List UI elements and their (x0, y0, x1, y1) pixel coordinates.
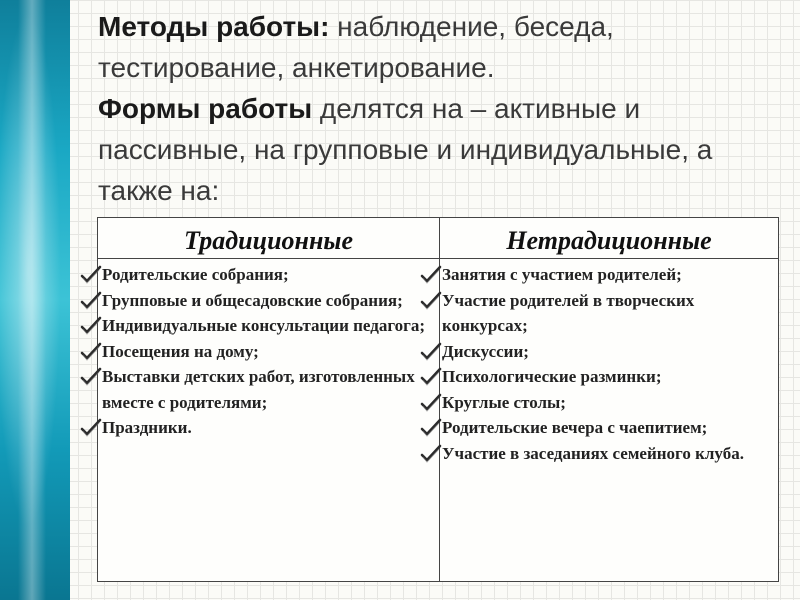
list-item (420, 441, 780, 467)
list-item (80, 339, 430, 365)
traditional-list (80, 262, 430, 441)
list-item-text: Групповые и общесадовские собрания; (102, 290, 403, 310)
checkmark-icon (80, 265, 102, 285)
list-item (80, 364, 430, 415)
list-item-text: Выставки детских работ, изготовленных вместе с родителями; (102, 367, 415, 412)
list-item-text: Посещения на дому; (102, 341, 259, 361)
checkmark-icon (80, 418, 102, 438)
list-item (420, 288, 780, 339)
list-item (420, 364, 780, 390)
list-item-text: Дискуссии; (442, 341, 529, 361)
list-item (80, 313, 430, 339)
list-item-text: Родительские вечера с чаепитием; (442, 418, 708, 437)
header-nontraditional: Нетрадиционные (506, 226, 712, 255)
checkmark-icon (80, 342, 102, 362)
checkmark-icon (80, 367, 102, 387)
list-item (420, 390, 780, 416)
list-item (420, 262, 780, 288)
decorative-side-band (0, 0, 70, 600)
checkmark-icon (420, 342, 442, 362)
list-item (420, 339, 780, 365)
list-item (80, 288, 430, 314)
checkmark-icon (80, 316, 102, 336)
list-item-text: Психологические разминки; (442, 367, 662, 386)
list-item-text: Участие родителей в творческих конкурсах; (442, 290, 695, 335)
methods-text: наблюдение, беседа, тестирование, анкетирование. (98, 11, 614, 83)
checkmark-icon (420, 444, 442, 464)
list-item (80, 262, 430, 288)
checkmark-icon (420, 393, 442, 413)
forms-label: Формы работы (98, 93, 313, 124)
checkmark-icon (80, 291, 102, 311)
list-item-text: Занятия с участием родителей; (442, 265, 682, 284)
list-item-text: Родительские собрания; (102, 265, 289, 284)
list-item-text: Индивидуальные консультации педагога; (102, 316, 426, 335)
list-item-text: Участие в заседаниях семейного клуба. (442, 443, 744, 463)
list-item (420, 415, 780, 441)
checkmark-icon (420, 291, 442, 311)
list-item-text: Круглые столы; (442, 392, 566, 412)
checkmark-icon (420, 367, 442, 387)
intro-text (98, 6, 788, 211)
nontraditional-list (420, 262, 780, 466)
list-item (80, 415, 430, 441)
checkmark-icon (420, 265, 442, 285)
list-item-text: Праздники. (102, 418, 192, 437)
methods-label: Методы работы: (98, 11, 330, 42)
header-traditional: Традиционные (184, 226, 353, 255)
checkmark-icon (420, 418, 442, 438)
forms-text: делятся на – активные и пассивные, на групповые и индивидуальные, а также на: (98, 93, 713, 206)
